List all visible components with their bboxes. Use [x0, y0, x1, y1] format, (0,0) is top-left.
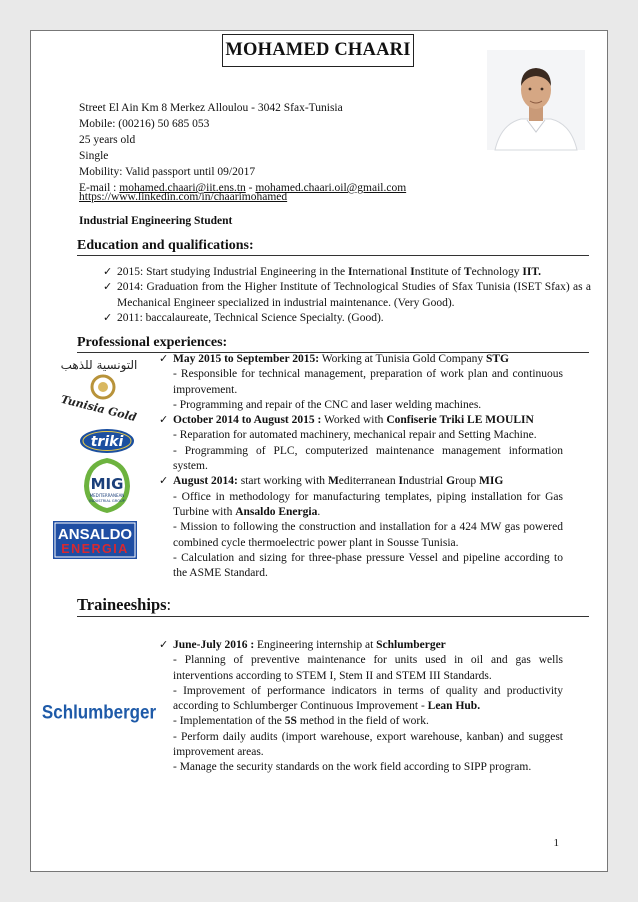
traineeship-list	[157, 638, 563, 776]
traineeships-heading: Traineeships:	[77, 595, 589, 617]
svg-text:INDUSTRIAL GROUP: INDUSTRIAL GROUP	[89, 499, 125, 503]
svg-text:ANSALDO: ANSALDO	[57, 526, 133, 543]
checkmark-icon: ✓	[103, 281, 113, 294]
email-line: E-mail : mohamed.chaari@iit.ens.tn - mohamed.chaari.oil@gmail.com	[79, 182, 407, 194]
email-link-2[interactable]: mohamed.chaari.oil@gmail.com	[255, 182, 407, 194]
tunisia-gold-logo	[59, 355, 139, 425]
age: 25 years old	[79, 134, 136, 146]
tunisia-gold-arabic: التونسية للذهب	[60, 358, 138, 372]
tunisia-gold-text: Tunisia Gold	[59, 392, 138, 425]
profile-photo	[487, 50, 585, 150]
mobility: Mobility: Valid passport until 09/2017	[79, 166, 256, 178]
svg-text:ENERGIA: ENERGIA	[61, 542, 129, 556]
svg-text:triki: triki	[90, 434, 124, 450]
checkmark-icon: ✓	[159, 353, 169, 365]
list-item: ✓ May 2015 to September 2015: Working at Tunisia Gold Company STG - Responsible for technical management, preparation of work plan and continuous improvement. - Programming and repair of the CNC and laser welding machines.	[159, 353, 563, 411]
list-item: ✓ 2015: Start studying Industrial Engineering in the International Institute of Technology IIT.	[101, 265, 591, 280]
triki-logo	[79, 428, 135, 454]
checkmark-icon: ✓	[159, 475, 169, 488]
education-heading: Education and qualifications:	[77, 238, 589, 256]
svg-text:MEDITERRANEAN: MEDITERRANEAN	[89, 493, 125, 498]
checkmark-icon: ✓	[159, 414, 169, 427]
list-item: ✓ October 2014 to August 2015 : Worked with Confiserie Triki LE MOULIN - Reparation for automated machinery, mechanical repair and Setting Machine. - Programming of PLC, computerized maintenance management information system.	[159, 414, 563, 473]
checkmark-icon: ✓	[103, 311, 113, 324]
portrait-illustration	[487, 50, 585, 150]
checkmark-icon: ✓	[103, 266, 113, 278]
svg-text:Schlumberger: Schlumberger	[41, 700, 157, 723]
experience-heading: Professional experiences:	[77, 335, 589, 353]
list-item: ✓ 2014: Graduation from the Higher Institute of Technological Studies of Sfax Tunisia (ISET Sfax) as a Mechanical Engineer specialized in industrial maintenance. (Very Good).	[103, 281, 591, 309]
email-link-1[interactable]: mohamed.chaari@iit.ens.tn	[119, 182, 246, 194]
schlumberger-logo	[41, 700, 157, 724]
svg-text:MIG: MIG	[90, 475, 124, 493]
name-title: MOHAMED CHAARI	[222, 34, 414, 67]
ansaldo-energia-logo	[53, 521, 137, 559]
page-number: 1	[553, 837, 559, 849]
list-item: ✓ 2011: baccalaureate, Technical Science Specialty. (Good).	[101, 311, 591, 326]
list-item: ✓ June-July 2016 : Engineering internship at Schlumberger - Planning of preventive maintenance for units used in oil and gas wells interventions according to STEM I, Stem II and STEM III Standards. - Improvement of performance indicators in terms of quality and productivity according to Schlumberger Continuous Improvement - Lean Hub. - Implementation of the 5S method in the field of work. - Perform daily audits (import warehouse, export warehouse, kanban) and suggest improvement areas. - Manage the security standards on the work field according to SIPP program.	[159, 639, 563, 774]
address: Street El Ain Km 8 Merkez Alloulou - 3042 Sfax-Tunisia	[79, 102, 343, 114]
marital-status: Single	[79, 150, 109, 162]
experience-list	[157, 352, 563, 581]
list-item: ✓ August 2014: start working with Mediterranean Industrial Group MIG - Office in methodology for manufacturing templates, piping installation for Gas Turbine with Ansaldo Energia. - Mission to following the construction and installation for a 424 MW gas powered combined cycle thermoelectric power plant in Sousse Tunisia. - Calculation and sizing for three-phase pressure Vessel and pipeline according to the ASME Standard.	[159, 475, 563, 580]
education-list	[101, 265, 591, 326]
contact-block	[79, 100, 406, 196]
cv-page	[30, 30, 608, 872]
mig-logo	[81, 456, 133, 516]
mobile: Mobile: (00216) 50 685 053	[79, 118, 210, 130]
linkedin-link[interactable]: https://www.linkedin.com/in/chaarimohamed	[79, 191, 288, 203]
checkmark-icon: ✓	[159, 639, 169, 651]
profile-subtitle: Industrial Engineering Student	[79, 215, 233, 227]
